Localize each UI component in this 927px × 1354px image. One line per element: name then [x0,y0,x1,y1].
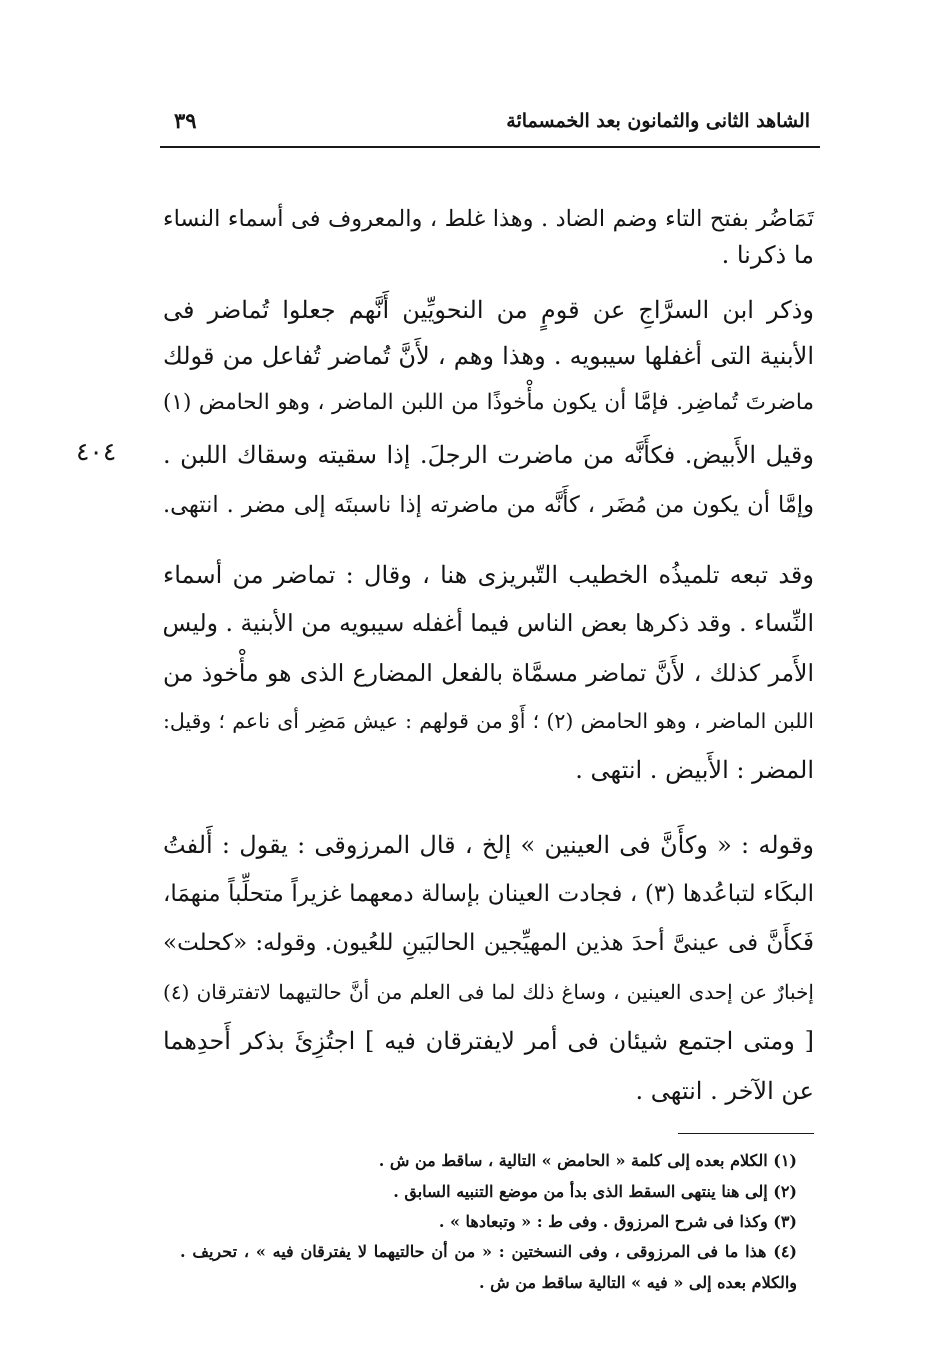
text-line: وقوله : « وكأَنَّ فى العينين » إلخ ، قال المرزوقى : يقول : أَلفتُ [163,831,814,859]
text-line: وإمَّا أن يكون من مُضَر ، كأَنَّه من ماضرته إذا ناسبتَه إلى مضر . انتهى. [163,492,814,518]
text-line: إخبارٌ عن إحدى العينين ، وساغ ذلك لما فى العلم من أنَّ حالتيهما لاتفترقان (٤) [163,980,814,1004]
footnote-line: (٤) هذا ما فى المرزوقى ، وفى النسختين : « من أن حالتيهما لا يفترقان فيه » ، تحريف . [180,1242,797,1261]
text-line: المضر : الأَبيض . انتهى . [575,756,814,784]
text-line: وذكر ابن السرَّاجِ عن قومٍ من النحويِّين أَنَّهم جعلوا تُماضر فى [163,296,814,324]
text-line: وقيل الأَبيض. فكأَنَّه من ماضرت الرجلَ. إذا سقيته وسقاك اللبن . [163,441,814,469]
margin-reference-number: ٤٠٤ [76,437,117,466]
footnote-line: (٣) وكذا فى شرح المرزوق . وفى ط : « وتبعادها » . [438,1212,797,1231]
text-line: البكَاء لتباعُدها (٣) ، فجادت العينان بإسالة دمعهما غزيراً متحلِّباً منهمَا، [163,881,815,907]
page-number: ٣٩ [174,108,197,133]
header-rule [160,146,820,148]
text-line: الأبنية التى أغفلها سيبويه . وهذا وهم ، لأَنَّ تُماضر تُفاعل من قولك [163,342,814,370]
footnote-line: (١) الكلام بعده إلى كلمة « الحامض » التالية ، ساقط من ش . [378,1151,797,1170]
chapter-title: الشاهد الثانى والثمانون بعد الخمسمائة [506,110,810,132]
text-line: النِّساء . وقد ذكرها بعض الناس فيما أغفله سيبويه من الأبنية . وليس [162,609,814,637]
footnote-line: (٢) إلى هنا ينتهى السقط الذى بدأ من موضع التنبيه السابق . [393,1182,797,1201]
text-line: عن الآخر . انتهى . [635,1077,814,1105]
text-line: [ ومتى اجتمع شيئان فى أمر لايفترقان فيه ] اجتُزِئَ بذكر أَحدِهما [163,1027,814,1055]
text-line: ما ذكرنا . [721,241,814,269]
footnote-line: والكلام بعده إلى « فيه » التالية ساقط من ش . [479,1273,797,1292]
text-line: وقد تبعه تلميذُه الخطيب التّبريزى هنا ، وقال : تماضر من أسماء [163,561,814,589]
text-line: ماضرتَ تُماضِر. فإمَّا أن يكون مأْخوذًا من اللبن الماضر ، وهو الحامض (١) [163,390,814,415]
text-line: الأَمر كذلك ، لأَنَّ تماضر مسمَّاة بالفعل المضارع الذى هو مأْخوذ من [163,659,814,687]
text-line: فَكأَنَّ فى عينىَّ أحدَ هذين المهيِّجين الحالبَينِ للعُيون. وقوله: «كحلت» [163,930,814,956]
text-line: تَمَاضُر بفتح التاء وضم الضاد . وهذا غلط ، والمعروف فى أسماء النساء [163,206,814,232]
running-header [160,106,820,150]
text-line: اللبن الماضر ، وهو الحامض (٢) ؛ أَوْ من قولهم : عيش مَضِر أى ناعم ؛ وقيل: [163,709,814,733]
footnote-rule [678,1133,814,1134]
